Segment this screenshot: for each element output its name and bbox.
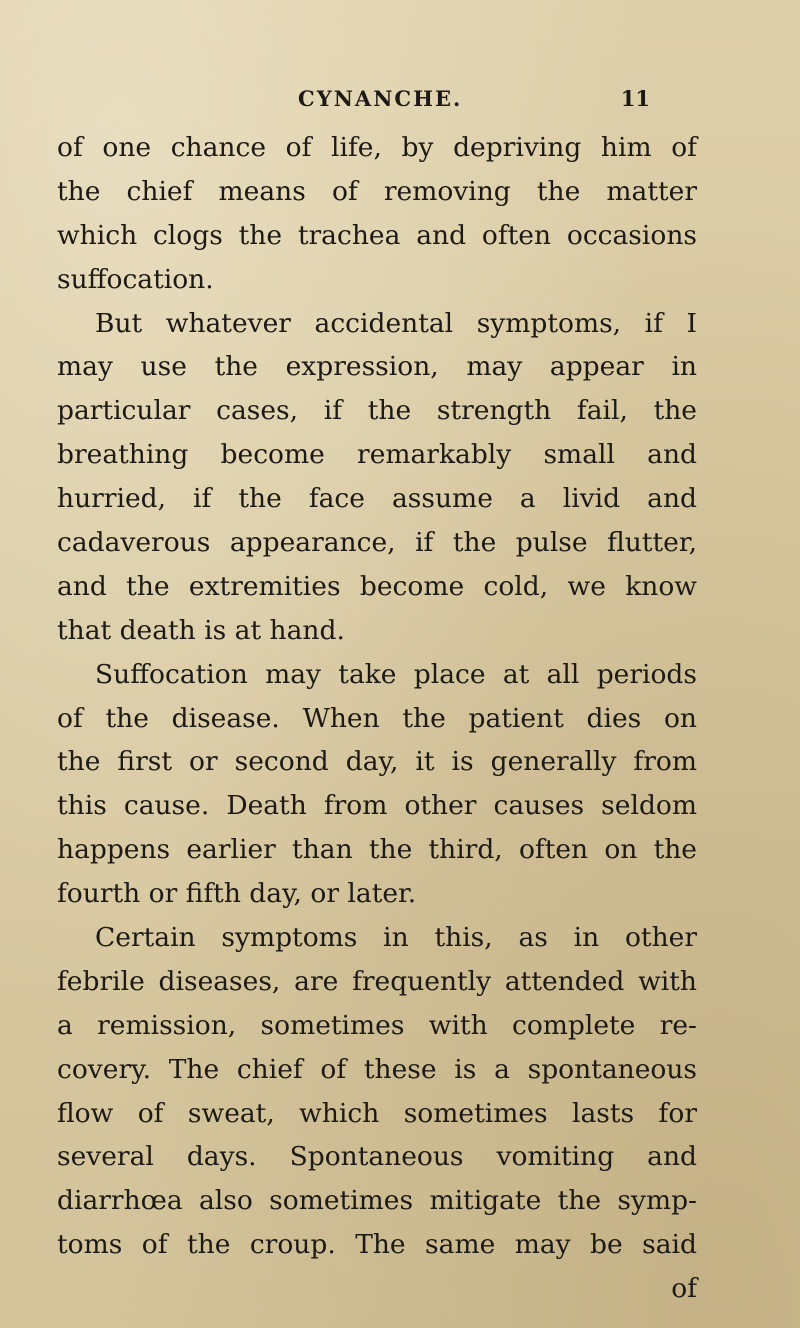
text-line: flow of sweat, which sometimes lasts for: [57, 1097, 697, 1129]
catchword: of: [671, 1273, 697, 1305]
text-line: febrile diseases, are frequently attended with: [57, 965, 697, 997]
text-line: may use the expression, may appear in: [57, 351, 697, 383]
text-line: Certain symptoms in this, as in other: [95, 922, 697, 954]
text-line: diarrhœa also sometimes mitigate the symp-: [57, 1185, 697, 1217]
page-header: [0, 86, 800, 116]
text-line: fourth or fifth day, or later.: [57, 878, 417, 910]
text-line: cadaverous appearance, if the pulse flutter,: [57, 527, 697, 559]
text-line: toms of the croup. The same may be said: [57, 1229, 697, 1261]
page-number: 11: [620, 86, 650, 111]
text-line: the first or second day, it is generally from: [57, 746, 697, 778]
text-line: and the extremities become cold, we know: [57, 570, 697, 602]
text-line: of one chance of life, by depriving him of: [57, 132, 697, 163]
text-line: several days. Spontaneous vomiting and: [57, 1141, 697, 1173]
text-line: Suffocation may take place at all periods: [95, 658, 697, 690]
text-line: the chief means of removing the matter: [57, 175, 697, 207]
text-line: that death is at hand.: [57, 614, 345, 646]
text-line: this cause. Death from other causes seldom: [57, 790, 697, 822]
text-line: covery. The chief of these is a spontaneous: [57, 1053, 697, 1085]
text-line: a remission, sometimes with complete re-: [57, 1009, 697, 1041]
text-line: which clogs the trachea and often occasions: [57, 219, 697, 251]
body-text: [57, 126, 697, 1311]
text-line: particular cases, if the strength fail, the: [57, 395, 697, 427]
running-head: CYNANCHE.: [298, 86, 463, 111]
text-line: suffocation.: [57, 263, 214, 295]
text-line: of the disease. When the patient dies on: [57, 702, 697, 734]
text-line: happens earlier than the third, often on the: [57, 834, 697, 866]
text-line: But whatever accidental symptoms, if I: [95, 307, 697, 339]
text-line: hurried, if the face assume a livid and: [57, 483, 697, 515]
text-line: breathing become remarkably small and: [57, 439, 697, 471]
